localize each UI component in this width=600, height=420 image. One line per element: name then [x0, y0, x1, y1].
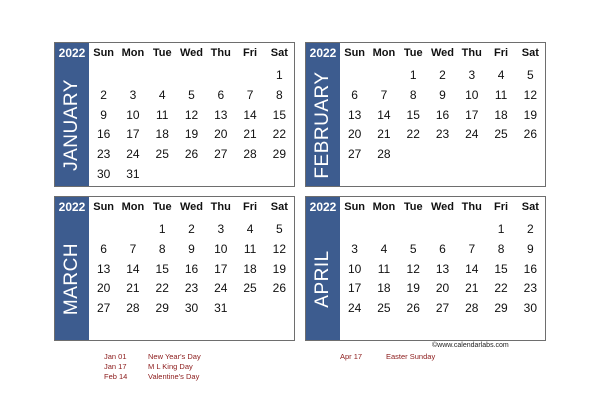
- weekday-label: Tue: [152, 47, 172, 59]
- day-grid: [89, 65, 294, 184]
- day-cell: 24: [347, 301, 362, 316]
- day-cell: 23: [184, 281, 199, 296]
- day-cell: 15: [155, 261, 169, 276]
- day-cell: 21: [465, 281, 479, 296]
- month-band: [306, 63, 340, 186]
- holiday-row: [104, 361, 201, 371]
- weekday-label: Thu: [461, 201, 482, 213]
- day-cell: 25: [377, 301, 391, 316]
- day-cell: 27: [214, 147, 228, 162]
- weekday-label: Fri: [243, 47, 258, 59]
- weekday-row: [340, 43, 545, 63]
- day-cell: 6: [351, 87, 358, 102]
- weekday-label: Thu: [461, 47, 482, 59]
- day-cell: 10: [347, 261, 362, 276]
- day-cell: 12: [272, 241, 287, 256]
- weekday-label: Sun: [344, 201, 366, 213]
- weekday-label: Mon: [372, 47, 396, 59]
- day-cell: 3: [468, 67, 476, 82]
- holiday-name: Valentine's Day: [148, 371, 200, 381]
- day-cell: 25: [243, 281, 257, 296]
- holiday-row: [104, 351, 201, 361]
- day-cell: 21: [377, 127, 391, 142]
- day-cell: 28: [243, 147, 257, 162]
- day-cell: 27: [347, 147, 362, 162]
- calendar-header: [55, 197, 294, 217]
- day-cell: 16: [523, 261, 538, 276]
- holiday-date: Jan 17: [104, 361, 127, 371]
- month-band: [55, 63, 89, 186]
- day-cell: 2: [188, 221, 195, 236]
- day-cell: 22: [406, 127, 420, 142]
- day-cell: 3: [129, 87, 137, 102]
- credit-text: ©www.calendarlabs.com: [432, 342, 509, 349]
- day-cell: 1: [276, 67, 283, 82]
- weekday-label: Tue: [403, 201, 423, 213]
- calendar-april: [305, 196, 546, 341]
- day-cell: 24: [126, 147, 140, 162]
- day-cell: 3: [217, 221, 225, 236]
- day-cell: 15: [272, 107, 287, 122]
- holiday-date: Jan 01: [104, 351, 127, 361]
- holiday-name: Easter Sunday: [386, 351, 436, 361]
- day-cell: 14: [126, 261, 140, 276]
- weekday-label: Fri: [494, 201, 509, 213]
- holiday-list-right: [340, 351, 435, 361]
- month-label: FEBRUARY: [312, 70, 333, 179]
- day-cell: 7: [246, 87, 254, 102]
- day-cell: 6: [439, 241, 446, 256]
- calendar-february: [305, 42, 546, 187]
- day-cell: 19: [184, 127, 199, 142]
- weekday-label: Sat: [270, 201, 288, 213]
- day-cell: 17: [347, 281, 362, 296]
- calendar-march: [54, 196, 295, 341]
- day-cell: 18: [155, 127, 169, 142]
- month-label: MARCH: [61, 242, 82, 315]
- day-cell: 6: [217, 87, 225, 102]
- holiday-list-left: [104, 351, 201, 381]
- day-cell: 8: [409, 87, 417, 102]
- day-cell: 16: [184, 261, 199, 276]
- weekday-row: [89, 197, 294, 217]
- day-cell: 9: [439, 87, 446, 102]
- weekday-row: [340, 197, 545, 217]
- year-label: 2022: [55, 43, 89, 63]
- day-cell: 21: [126, 281, 140, 296]
- day-cell: 13: [347, 107, 362, 122]
- day-cell: 29: [494, 301, 508, 316]
- day-cell: 20: [347, 127, 362, 142]
- day-cell: 19: [272, 261, 287, 276]
- day-cell: 12: [523, 87, 538, 102]
- weekday-label: Tue: [403, 47, 423, 59]
- day-cell: 11: [155, 107, 169, 122]
- weekday-label: Fri: [494, 47, 509, 59]
- day-cell: 17: [214, 261, 228, 276]
- day-cell: 16: [96, 127, 111, 142]
- month-label: JANUARY: [61, 78, 82, 171]
- day-cell: 15: [494, 261, 508, 276]
- calendar-january: [54, 42, 295, 187]
- day-cell: 4: [380, 241, 388, 256]
- day-cell: 11: [243, 241, 257, 256]
- year-label: 2022: [306, 43, 340, 63]
- day-cell: 9: [100, 107, 107, 122]
- day-cell: 26: [406, 301, 420, 316]
- day-cell: 1: [409, 67, 417, 82]
- day-cell: 21: [243, 127, 257, 142]
- weekday-label: Sun: [93, 201, 115, 213]
- day-cell: 20: [96, 281, 111, 296]
- weekday-label: Sun: [344, 47, 366, 59]
- day-cell: 22: [494, 281, 508, 296]
- day-cell: 13: [214, 107, 228, 122]
- day-cell: 11: [377, 261, 391, 276]
- day-cell: 24: [465, 127, 479, 142]
- day-cell: 5: [276, 221, 283, 236]
- year-label: 2022: [55, 197, 89, 217]
- weekday-label: Sun: [93, 47, 115, 59]
- day-cell: 2: [527, 221, 534, 236]
- day-cell: 20: [435, 281, 450, 296]
- day-cell: 25: [155, 147, 169, 162]
- weekday-label: Sat: [521, 201, 539, 213]
- weekday-label: Wed: [179, 201, 203, 213]
- day-cell: 19: [523, 107, 538, 122]
- weekday-label: Wed: [430, 47, 454, 59]
- day-cell: 9: [527, 241, 534, 256]
- calendar-header: [55, 43, 294, 63]
- weekday-label: Sat: [521, 47, 539, 59]
- weekday-row: [89, 43, 294, 63]
- holiday-date: Apr 17: [340, 351, 363, 361]
- day-cell: 28: [377, 147, 391, 162]
- day-cell: 11: [494, 87, 508, 102]
- day-cell: 24: [214, 281, 228, 296]
- day-grid: [89, 219, 294, 338]
- holiday-row: [340, 351, 435, 361]
- day-cell: 10: [465, 87, 479, 102]
- day-cell: 4: [158, 87, 166, 102]
- weekday-label: Wed: [430, 201, 454, 213]
- day-cell: 23: [96, 147, 111, 162]
- day-cell: 9: [188, 241, 195, 256]
- day-cell: 10: [126, 107, 140, 122]
- day-cell: 23: [435, 127, 450, 142]
- day-cell: 19: [406, 281, 420, 296]
- day-cell: 17: [126, 127, 140, 142]
- day-cell: 18: [494, 107, 508, 122]
- day-cell: 18: [377, 281, 391, 296]
- weekday-label: Wed: [179, 47, 203, 59]
- holiday-name: M L King Day: [148, 361, 193, 371]
- day-cell: 4: [246, 221, 254, 236]
- day-cell: 26: [184, 147, 199, 162]
- day-cell: 27: [435, 301, 450, 316]
- day-cell: 12: [406, 261, 420, 276]
- month-label: APRIL: [312, 249, 333, 308]
- day-cell: 30: [96, 167, 111, 182]
- day-cell: 2: [439, 67, 446, 82]
- holiday-row: [104, 371, 201, 381]
- day-cell: 22: [155, 281, 169, 296]
- weekday-label: Fri: [243, 201, 258, 213]
- day-cell: 12: [184, 107, 199, 122]
- day-cell: 30: [523, 301, 538, 316]
- day-cell: 23: [523, 281, 538, 296]
- weekday-label: Mon: [121, 47, 145, 59]
- day-cell: 29: [272, 147, 287, 162]
- holiday-date: Feb 14: [104, 371, 128, 381]
- day-cell: 10: [214, 241, 228, 256]
- day-grid: [340, 219, 545, 338]
- day-cell: 8: [158, 241, 166, 256]
- day-cell: 28: [126, 301, 140, 316]
- day-cell: 31: [214, 301, 228, 316]
- month-band: [55, 217, 89, 340]
- day-cell: 5: [527, 67, 534, 82]
- day-cell: 7: [129, 241, 137, 256]
- day-cell: 2: [100, 87, 107, 102]
- day-cell: 26: [523, 127, 538, 142]
- weekday-label: Sat: [270, 47, 288, 59]
- holiday-name: New Year's Day: [148, 351, 201, 361]
- day-cell: 25: [494, 127, 508, 142]
- day-cell: 31: [126, 167, 140, 182]
- day-cell: 28: [465, 301, 479, 316]
- day-cell: 16: [435, 107, 450, 122]
- calendar-header: [306, 43, 545, 63]
- weekday-label: Thu: [210, 201, 231, 213]
- weekday-label: Mon: [121, 201, 145, 213]
- day-cell: 4: [497, 67, 505, 82]
- day-cell: 8: [497, 241, 505, 256]
- day-cell: 1: [158, 221, 166, 236]
- day-cell: 13: [435, 261, 450, 276]
- day-cell: 7: [468, 241, 476, 256]
- weekday-label: Tue: [152, 201, 172, 213]
- day-cell: 20: [214, 127, 228, 142]
- day-cell: 26: [272, 281, 287, 296]
- day-cell: 3: [351, 241, 358, 256]
- day-grid: [340, 65, 545, 184]
- day-cell: 17: [465, 107, 479, 122]
- day-cell: 1: [497, 221, 505, 236]
- day-cell: 14: [243, 107, 257, 122]
- calendar-header: [306, 197, 545, 217]
- day-cell: 6: [100, 241, 107, 256]
- weekday-label: Mon: [372, 201, 396, 213]
- day-cell: 18: [243, 261, 257, 276]
- month-band: [306, 217, 340, 340]
- day-cell: 22: [272, 127, 287, 142]
- day-cell: 14: [377, 107, 391, 122]
- day-cell: 15: [406, 107, 420, 122]
- day-cell: 8: [276, 87, 283, 102]
- day-cell: 7: [380, 87, 388, 102]
- day-cell: 5: [409, 241, 417, 256]
- weekday-label: Thu: [210, 47, 231, 59]
- day-cell: 13: [96, 261, 111, 276]
- day-cell: 29: [155, 301, 169, 316]
- day-cell: 30: [184, 301, 199, 316]
- year-label: 2022: [306, 197, 340, 217]
- day-cell: 27: [96, 301, 111, 316]
- day-cell: 5: [188, 87, 195, 102]
- day-cell: 14: [465, 261, 479, 276]
